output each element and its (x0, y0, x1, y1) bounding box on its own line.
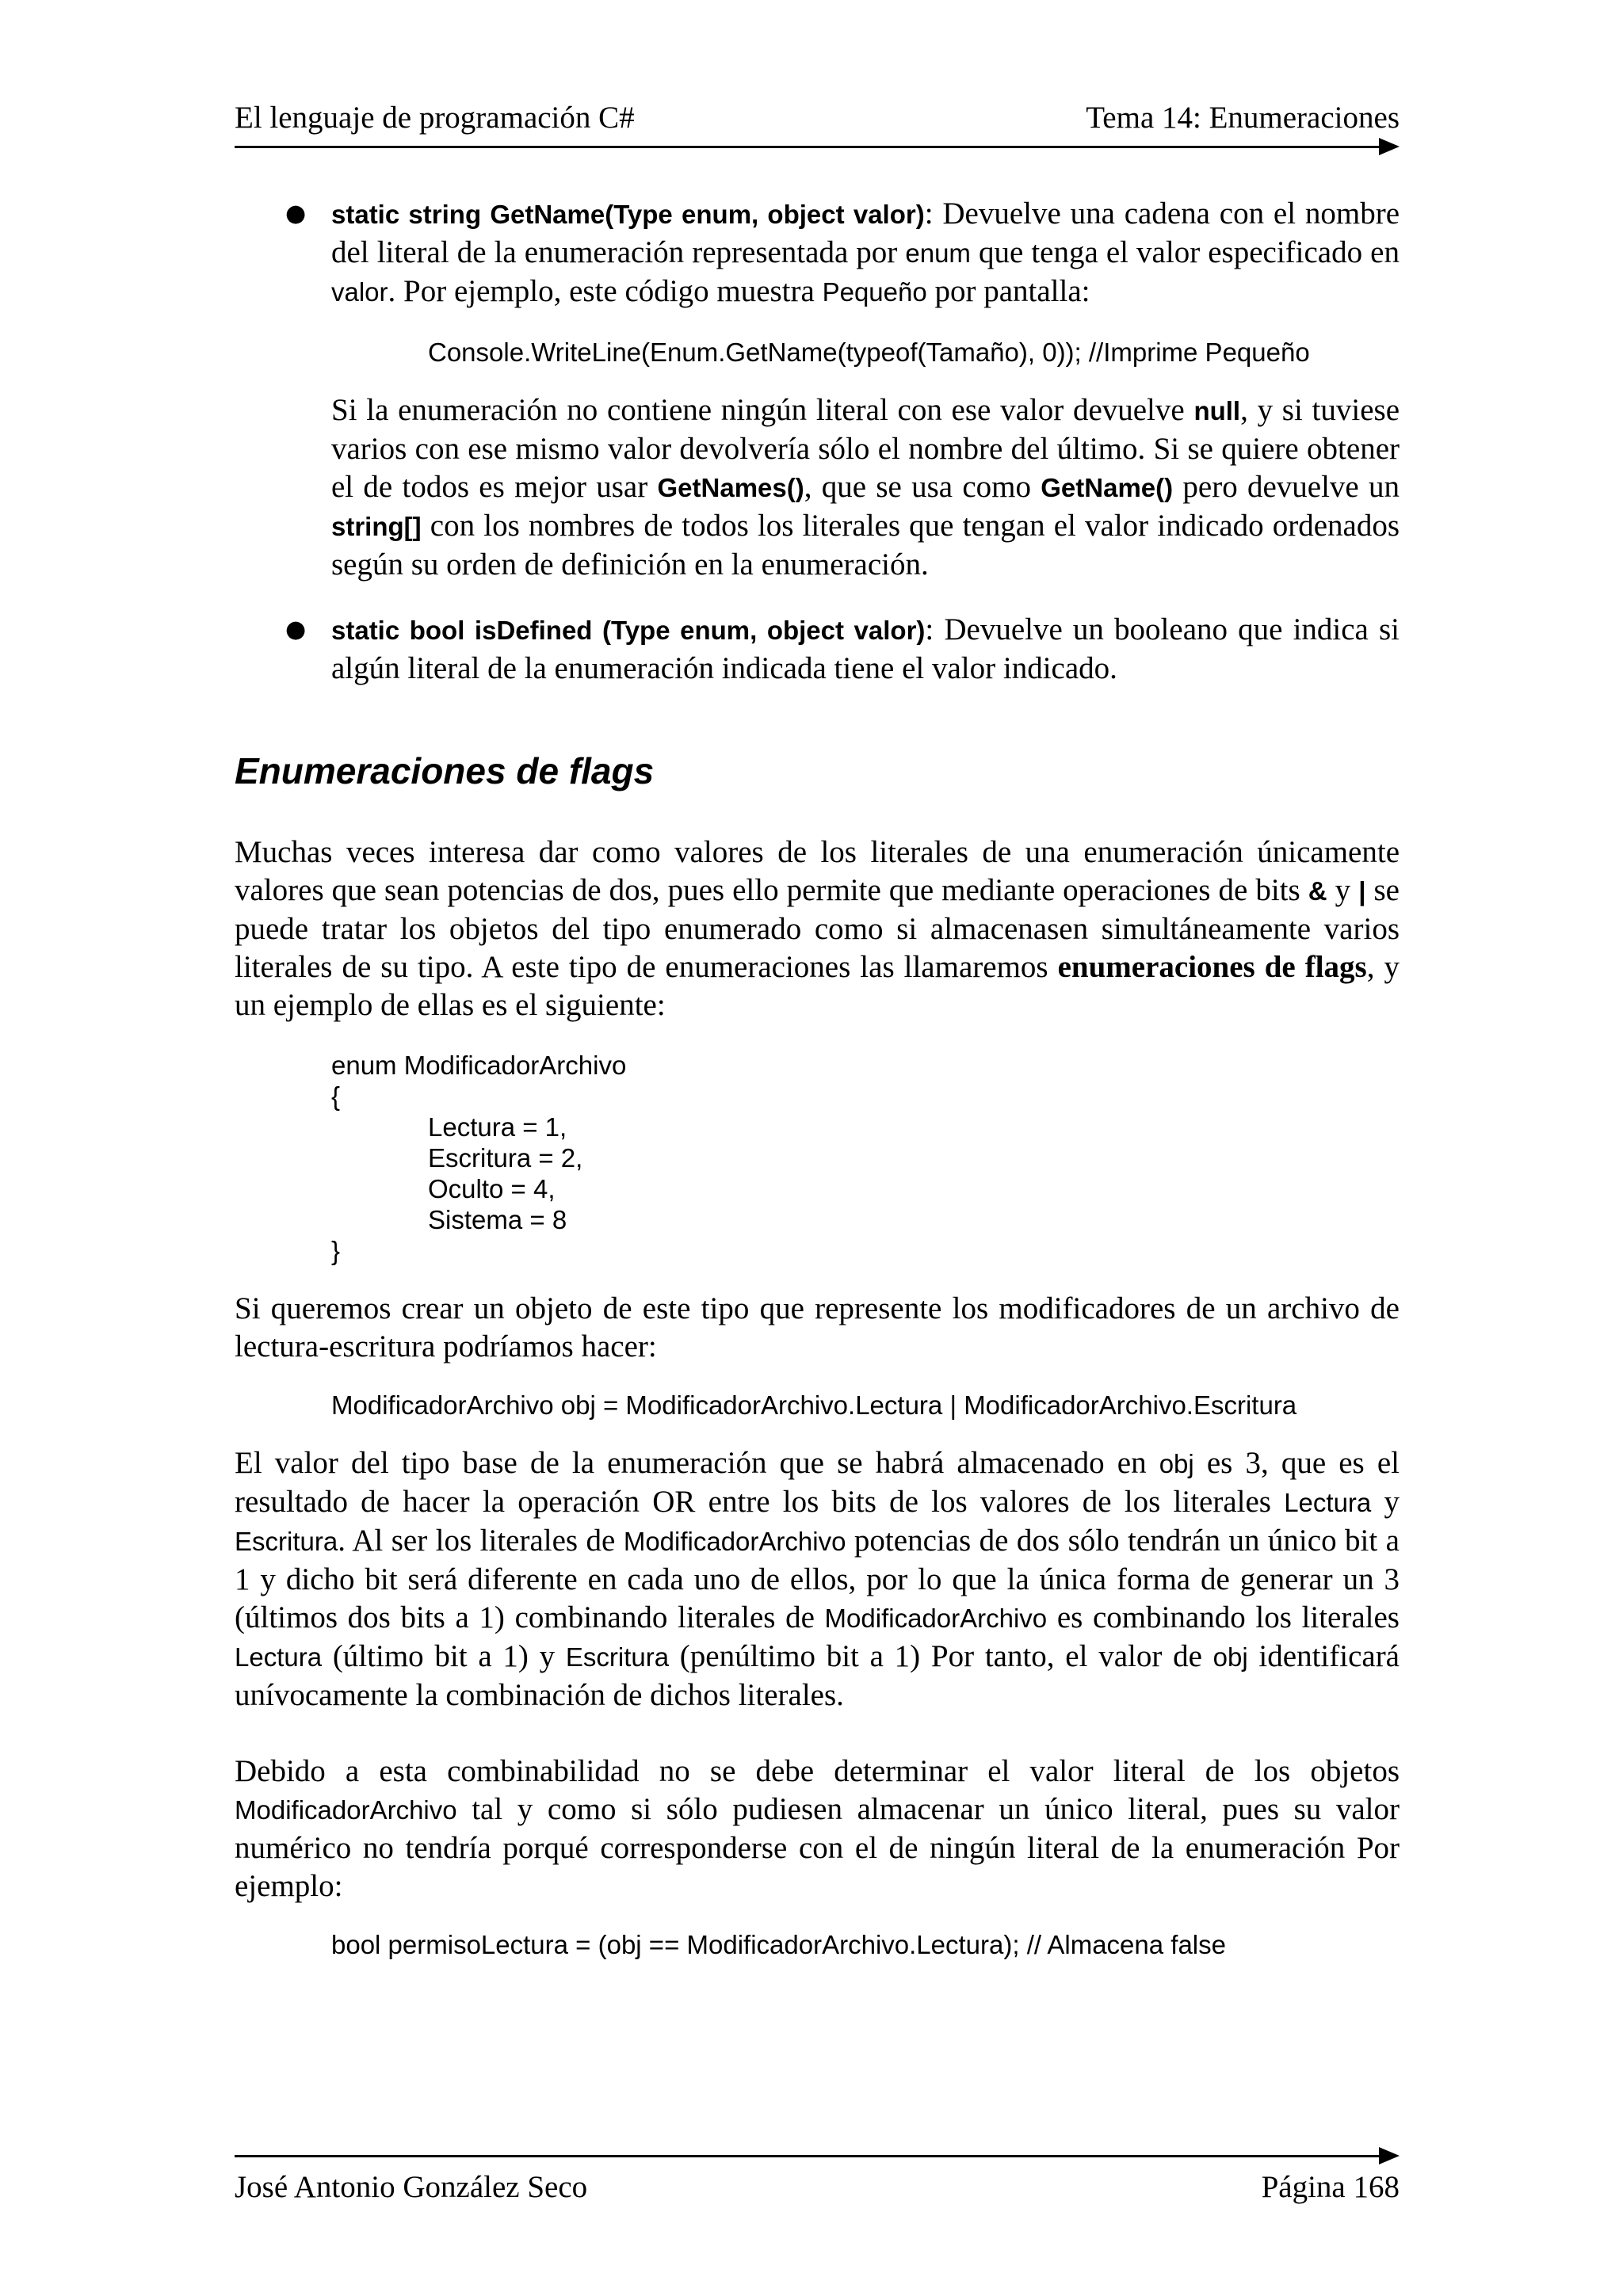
enum-member: Oculto = 4, (428, 1174, 556, 1203)
enum-declaration: enum ModificadorArchivo (331, 1051, 627, 1080)
stored-value-paragraph: El valor del tipo base de la enumeración que se habrá almacenado en obj es 3, que es el resultado de hacer la operación OR entre los bits de los valores de los literales Lectura y Escritura. Al ser los literales de ModificadorArchivo potencias de dos sólo tendrán un único bit a 1 y dicho bit será diferente en cada uno de ellos, por lo que la única forma de generar un 3 (últimos dos bits a 1) combinando literales de ModificadorArchivo es combinando los literales Lectura (último bit a 1) y Escritura (penúltimo bit a 1) Por tanto, el valor de obj identificará unívocamente la combinación de dichos literales. (235, 1446, 1400, 1712)
enum-open-brace: { (331, 1081, 341, 1111)
header-chapter-title: Tema 14: Enumeraciones (1086, 101, 1400, 135)
create-object-paragraph: Si queremos crear un objeto de este tipo que represente los modificadores de un archivo de lectura-escritura podríamos hacer: (235, 1291, 1400, 1363)
flags-intro-paragraph: Muchas veces interesa dar como valores de los literales de una enumeración únicamente valores que sean potencias de dos, pues ello permite que mediante operaciones de bits & y | se puede tratar los objetos del tipo enumerado como si almacenasen simultáneamente varios literales de su tipo. A este tipo de enumeraciones las llamaremos enumeraciones de flags, y un ejemplo de ellas es el siguiente: (235, 835, 1400, 1022)
bullet-icon: ● (285, 616, 307, 643)
bool-code-example: bool permisoLectura = (obj == ModificadorArchivo.Lectura); // Almacena false (331, 1930, 1226, 1959)
footer-author: José Antonio González Seco (235, 2170, 588, 2204)
header-rule (235, 146, 1382, 148)
section-heading: Enumeraciones de flags (235, 750, 655, 791)
enum-member: Lectura = 1, (428, 1112, 567, 1142)
footer-rule (235, 2155, 1382, 2157)
footer-arrow-icon (1379, 2147, 1400, 2164)
getname-code-example: Console.WriteLine(Enum.GetName(typeof(Tamaño), 0)); //Imprime Pequeño (428, 338, 1310, 367)
enum-member: Escritura = 2, (428, 1143, 583, 1173)
getname-description: static string GetName(Type enum, object valor): Devuelve una cadena con el nombre del literal de la enumeración representada por enum que tenga el valor especificado en valor. Por ejemplo, este código muestra Pequeño por pantalla: (331, 196, 1400, 308)
enum-code-block (235, 1050, 1400, 1266)
footer-page-number: Página 168 (1261, 2170, 1400, 2204)
object-code-example: ModificadorArchivo obj = ModificadorArchivo.Lectura | ModificadorArchivo.Escritura (331, 1390, 1297, 1420)
bullet-icon: ● (285, 200, 307, 227)
combinability-paragraph: Debido a esta combinabilidad no se debe determinar el valor literal de los objetos ModificadorArchivo tal y como si sólo pudiesen almacenar un único literal, pues su valor numérico no tendría porqué corresponderse con el de ningún literal de la enumeración Por ejemplo: (235, 1754, 1400, 1903)
getname-null-paragraph: Si la enumeración no contiene ningún literal con ese valor devuelve null, y si tuviese varios con ese mismo valor devolvería sólo el nombre del último. Si se quiere obtener el de todos es mejor usar GetNames(), que se usa como GetName() pero devuelve un string[] con los nombres de todos los literales que tengan el valor indicado ordenados según su orden de definición en la enumeración. (331, 393, 1400, 582)
enum-close-brace: } (331, 1236, 341, 1265)
isdefined-description: static bool isDefined (Type enum, object valor): Devuelve un booleano que indica si algún literal de la enumeración indicada tiene el valor indicado. (331, 612, 1400, 685)
page-content (235, 195, 1400, 1960)
header-arrow-icon (1379, 138, 1400, 155)
header-book-title: El lenguaje de programación C# (235, 101, 635, 135)
list-item-isdefined (235, 611, 1400, 688)
list-item-getname (235, 195, 1400, 584)
page-header (235, 100, 1400, 147)
enum-member: Sistema = 8 (428, 1205, 567, 1234)
